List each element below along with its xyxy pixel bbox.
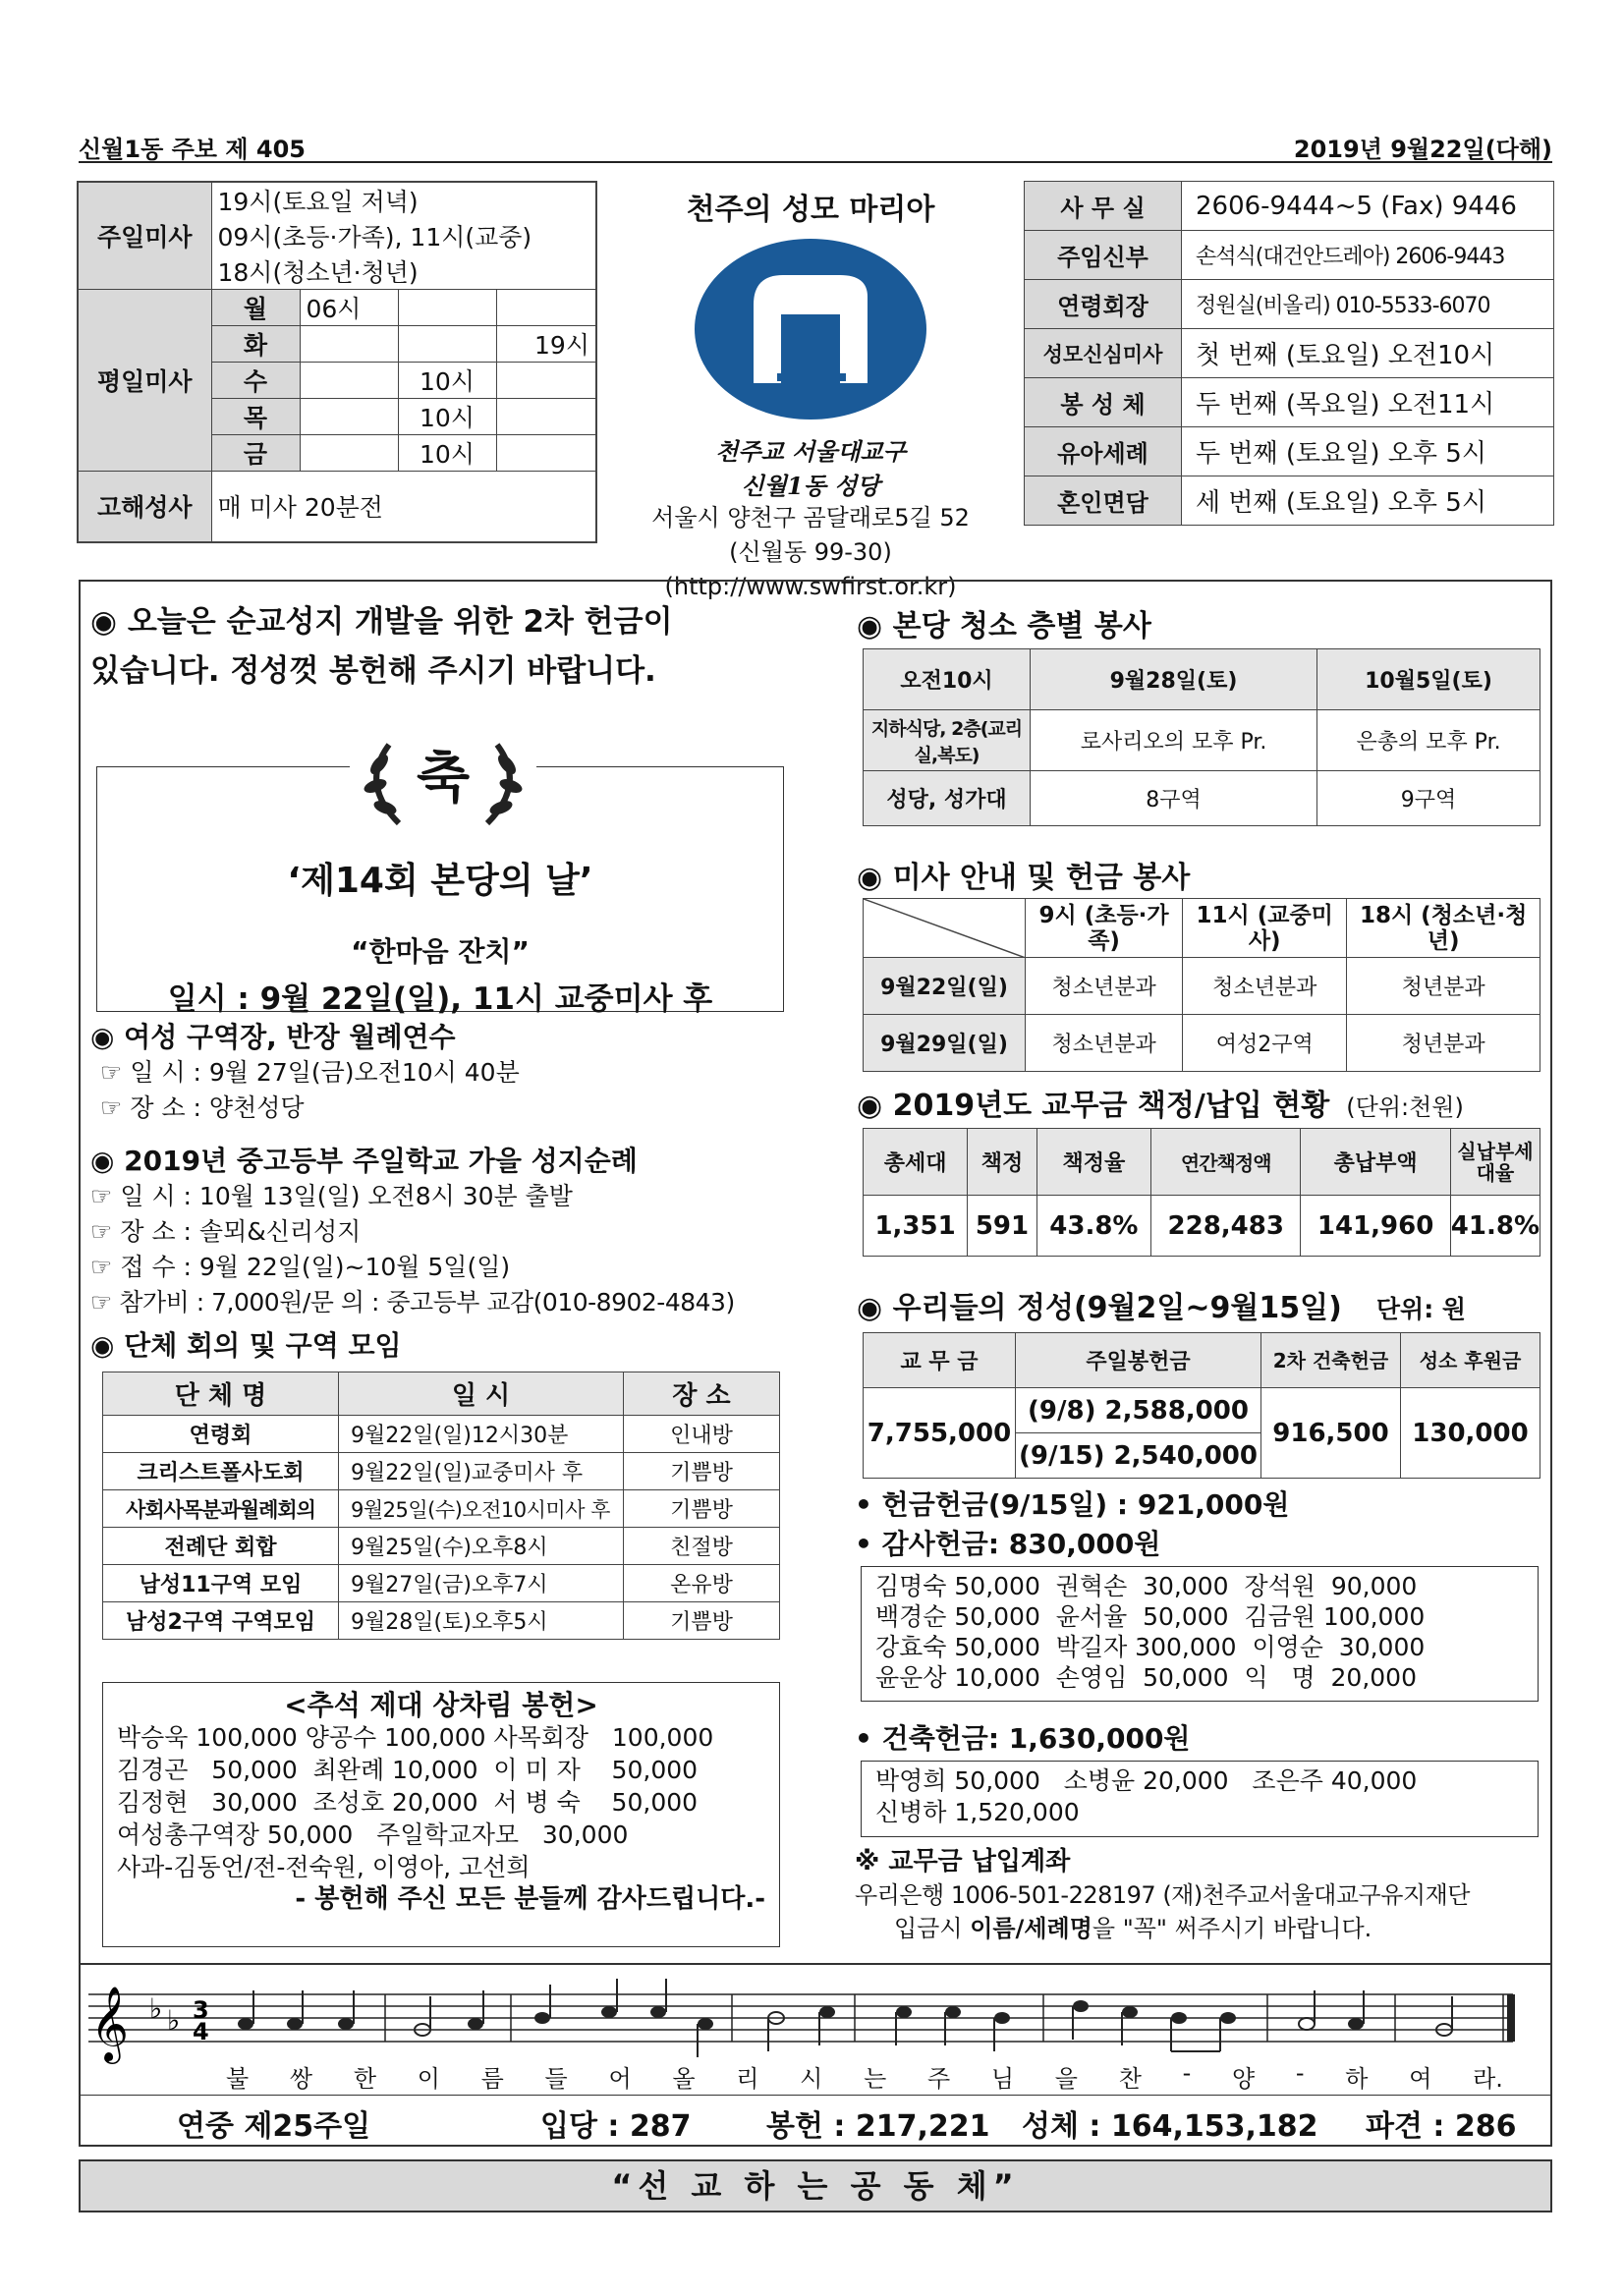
lyric: 을	[1054, 2065, 1078, 2093]
weekday-time	[300, 435, 398, 472]
offering-line: 강효숙 50,000 박길자 300,000 이영순 30,000	[875, 1633, 1426, 1661]
table-row	[103, 1528, 780, 1565]
lyric: 름	[480, 2065, 504, 2093]
confession-value: 매 미사 20분전	[211, 472, 596, 542]
offerings-table	[863, 1332, 1540, 1479]
pilgrimage-section	[90, 1140, 808, 1320]
svg-text:4: 4	[193, 2018, 209, 2045]
dues-title: ◉ 2019년도 교무금 책정/납입 현황	[857, 1089, 1330, 1123]
diagonal-line-icon	[864, 899, 1026, 958]
dues-unit: (단위:천원)	[1346, 1093, 1464, 1121]
treble-clef-icon: 𝄞	[90, 1986, 130, 2061]
weekday-time: 06시	[300, 290, 398, 326]
mass-guide-date: 9월29일(일)	[864, 1015, 1026, 1072]
info-line: ☞ 일 시 : 9월 27일(금)오전10시 40분	[100, 1058, 520, 1087]
lyric: 들	[544, 2065, 568, 2093]
chuseok-title: <추석 제대 상차림 봉헌>	[284, 1689, 598, 1721]
offerings-sunday-value: (9/15) 2,540,000	[1016, 1433, 1261, 1479]
office-value: 손석식(대건안드레아) 2606-9443	[1182, 231, 1554, 280]
office-label: 성모신심미사	[1025, 329, 1182, 378]
cleaning-table	[863, 648, 1540, 826]
offering-line: 김명숙 50,000 권혁손 30,000 장석원 90,000	[875, 1572, 1418, 1600]
parish-info	[609, 181, 1012, 604]
group-name: 크리스트폴사도회	[103, 1453, 339, 1490]
office-value: 두 번째 (토요일) 오후 5시	[1182, 427, 1554, 476]
mass-guide-table	[863, 898, 1540, 1072]
parish-address-old: (신월동 99-30)	[729, 538, 892, 566]
lyric: 시	[800, 2065, 823, 2093]
table-row	[864, 771, 1540, 826]
mass-schedule-table	[77, 181, 597, 543]
liturgical-week: 연중 제25주일	[177, 2109, 371, 2144]
group-place: 친절방	[624, 1528, 780, 1565]
group-place: 인내방	[624, 1416, 780, 1453]
women-training-section	[90, 1016, 808, 1126]
table-row	[864, 1196, 1540, 1257]
cleaning-area: 지하식당, 2층(교리실,복도)	[864, 710, 1031, 771]
account-note-bold: 이름/세례명	[970, 1915, 1092, 1942]
weekday-name: 목	[211, 399, 300, 435]
svg-text:♭: ♭	[167, 2004, 181, 2037]
notice-line: ◉ 오늘은 순교성지 개발을 위한 2차 헌금이	[90, 604, 673, 640]
cleaning-team: 로사리오의 모후 Pr.	[1031, 710, 1317, 771]
lyric: 양	[1231, 2065, 1256, 2093]
section-title: ◉ 2019년 중고등부 주일학교 가을 성지순례	[90, 1145, 638, 1177]
lyric: 올	[672, 2065, 696, 2093]
dues-value: 228,483	[1151, 1196, 1301, 1257]
mass-guide-date: 9월22일(일)	[864, 958, 1026, 1015]
offering-line: 박영희 50,000 소병윤 20,000 조은주 40,000	[875, 1766, 1418, 1795]
weekday-name: 화	[211, 326, 300, 363]
weekday-time: 10시	[398, 435, 496, 472]
account-number: 우리은행 1006-501-228197 (재)천주교서울대교구유지재단	[855, 1881, 1470, 1909]
office-value: 정원실(비올리) 010-5533-6070	[1182, 280, 1554, 329]
dues-header: 책정율	[1036, 1129, 1150, 1196]
cash-offering-line: • 헌금헌금(9/15일) : 921,000원	[855, 1488, 1290, 1521]
weekday-time: 10시	[398, 399, 496, 435]
diagonal-cell	[864, 899, 1026, 958]
table-row	[103, 1416, 780, 1453]
sunday-mass-line: 09시(초등·가족), 11시(교중)	[211, 218, 596, 253]
offerings-header: 주일봉헌금	[1016, 1333, 1261, 1388]
dues-value: 43.8%	[1036, 1196, 1150, 1257]
office-value: 세 번째 (토요일) 오후 5시	[1182, 476, 1554, 526]
entrance-hymn: 입당 : 287	[540, 2109, 692, 2144]
offering-line: 윤운상 10,000 손영임 50,000 익 명 20,000	[875, 1663, 1417, 1692]
group-time: 9월27일(금)오후7시	[339, 1565, 624, 1602]
office-contact-table	[1024, 181, 1554, 526]
lyric: 리	[736, 2065, 759, 2093]
lyric: 여	[1409, 2065, 1432, 2093]
mass-guide-header: 9시 (초등·가족)	[1026, 899, 1183, 958]
offerings-header: 2차 건축헌금	[1261, 1333, 1401, 1388]
section-title: ◉ 여성 구역장, 반장 월례연수	[90, 1021, 456, 1053]
bulletin-date: 2019년 9월22일(다해)	[1293, 136, 1552, 163]
offering-line: 백경순 50,000 윤서율 50,000 김금원 100,000	[875, 1602, 1426, 1631]
weekday-time	[496, 399, 596, 435]
lyric: -	[1182, 2059, 1192, 2087]
thanks-offering-box	[861, 1566, 1539, 1702]
info-line: ☞ 장 소 : 솔뫼&신리성지	[90, 1217, 362, 1246]
group-name: 남성11구역 모임	[103, 1565, 339, 1602]
cleaning-area: 성당, 성가대	[864, 771, 1031, 826]
office-label: 유아세례	[1025, 427, 1182, 476]
hymn-lyrics	[226, 2059, 1503, 2094]
lyric: 찬	[1118, 2065, 1142, 2093]
info-line: ☞ 장 소 : 양천성당	[100, 1093, 305, 1122]
weekday-time: 10시	[398, 363, 496, 399]
office-label: 봉 성 체	[1025, 378, 1182, 427]
mass-guide-header: 18시 (청소년·청년)	[1347, 899, 1540, 958]
parish-website[interactable]: (http://www.swfirst.or.kr)	[664, 573, 957, 600]
celebration-title: ‘제14회 본당의 날’	[287, 861, 593, 901]
svg-text:3: 3	[193, 1996, 209, 2024]
hymn-stats	[79, 2095, 1552, 2144]
offerings-title: ◉ 우리들의 정성(9월2일~9월15일)	[857, 1291, 1342, 1325]
account-title: ※ 교무금 납입계좌	[855, 1847, 1071, 1876]
chuseok-offering-box	[102, 1682, 780, 1947]
account-note-pre: 입금시	[894, 1915, 971, 1942]
chuseok-line: 여성총구역장 50,000 주일학교자모 30,000	[117, 1820, 629, 1849]
offertory-hymn: 봉헌 : 217,221	[766, 2109, 990, 2144]
table-row	[103, 1565, 780, 1602]
chuseok-line: 사과-김동언/전-전숙원, 이영아, 고선희	[117, 1853, 531, 1881]
lyric: 님	[990, 2065, 1015, 2093]
group-time: 9월25일(수)오후8시	[339, 1528, 624, 1565]
offerings-vocation-value: 130,000	[1401, 1388, 1540, 1479]
groups-section-title: ◉ 단체 회의 및 구역 모임	[90, 1329, 402, 1362]
group-name: 남성2구역 구역모임	[103, 1602, 339, 1640]
cleaning-section-title: ◉ 본당 청소 층별 봉사	[857, 609, 1151, 644]
weekday-name: 금	[211, 435, 300, 472]
dues-header: 책정	[968, 1129, 1037, 1196]
bulletin-issue: 신월1동 주보 제 405	[79, 136, 306, 163]
weekday-time	[496, 363, 596, 399]
group-place: 기쁨방	[624, 1490, 780, 1528]
lyric: -	[1295, 2059, 1305, 2087]
bulletin-header	[79, 128, 1552, 163]
table-row	[864, 710, 1540, 771]
weekday-time	[300, 363, 398, 399]
offerings-unit: 단위: 원	[1375, 1295, 1467, 1323]
table-row	[864, 1015, 1540, 1072]
communion-hymn: 성체 : 164,153,182	[1022, 2109, 1318, 2144]
dues-table	[863, 1128, 1540, 1257]
thanks-offering-title: • 감사헌금: 830,000원	[855, 1528, 1161, 1560]
chuseok-line: 박승욱 100,000 양공수 100,000 사목회장 100,000	[117, 1723, 714, 1752]
cleaning-team: 은총의 모후 Pr.	[1317, 710, 1540, 771]
lyric: 라.	[1473, 2065, 1503, 2093]
parish-patron: 천주의 성모 마리아	[686, 193, 935, 227]
weekday-time	[496, 435, 596, 472]
building-offering-box	[861, 1761, 1539, 1837]
cleaning-team: 9구역	[1317, 771, 1540, 826]
group-place: 온유방	[624, 1565, 780, 1602]
confession-label: 고해성사	[78, 472, 211, 542]
office-label: 주임신부	[1025, 231, 1182, 280]
group-time: 9월28일(토)오후5시	[339, 1602, 624, 1640]
second-collection-notice	[90, 597, 808, 696]
logo-caption-1: 천주교 서울대교구	[715, 437, 906, 466]
group-meetings-table	[102, 1372, 780, 1640]
table-row	[864, 1388, 1540, 1433]
weekday-mass-label: 평일미사	[78, 290, 211, 472]
chuseok-thanks: - 봉헌해 주신 모든 분들께 감사드립니다.-	[295, 1884, 765, 1914]
sunday-mass-label: 주일미사	[78, 182, 211, 290]
office-value: 첫 번째 (토요일) 오전10시	[1182, 329, 1554, 378]
weekday-time	[398, 326, 496, 363]
svg-text:♭: ♭	[149, 1992, 163, 2025]
offerings-sunday-value: (9/8) 2,588,000	[1016, 1388, 1261, 1433]
parish-logo-icon	[693, 236, 928, 422]
groups-header: 단 체 명	[103, 1372, 339, 1416]
mass-guide-team: 청소년분과	[1026, 958, 1183, 1015]
dues-header: 연간책정액	[1151, 1129, 1301, 1196]
notice-line: 있습니다. 정성껏 봉헌해 주시기 바랍니다.	[90, 653, 656, 689]
lyric: 주	[926, 2065, 951, 2093]
mass-guide-team: 청년분과	[1347, 1015, 1540, 1072]
dues-section-header	[857, 1081, 1544, 1124]
table-row	[864, 958, 1540, 1015]
offering-line: 신병하 1,520,000	[875, 1798, 1080, 1826]
group-place: 기쁨방	[624, 1453, 780, 1490]
mass-guide-team: 청년분과	[1347, 958, 1540, 1015]
account-info	[855, 1845, 1552, 1945]
celebration-badge: 축	[416, 747, 471, 811]
cleaning-team: 8구역	[1031, 771, 1317, 826]
sunday-mass-line: 18시(청소년·청년)	[211, 253, 596, 290]
mass-guide-team: 여성2구역	[1183, 1015, 1347, 1072]
office-label: 연령회장	[1025, 280, 1182, 329]
lyric: 이	[417, 2065, 440, 2093]
info-line: ☞ 참가비 : 7,000원/문 의 : 중고등부 교감(010-8902-4843)	[90, 1288, 735, 1316]
group-place: 기쁨방	[624, 1602, 780, 1640]
weekday-name: 월	[211, 290, 300, 326]
chuseok-line: 김경곤 50,000 최완례 10,000 이 미 자 50,000	[117, 1756, 699, 1784]
cleaning-header: 9월28일(토)	[1031, 649, 1317, 710]
laurel-badge	[350, 725, 536, 833]
lyric: 한	[353, 2065, 376, 2093]
parish-motto: “선 교 하 는 공 동 체”	[79, 2159, 1552, 2212]
logo-caption-2: 신월1동 성당	[741, 472, 880, 500]
office-value: 두 번째 (목요일) 오전11시	[1182, 378, 1554, 427]
group-name: 사회사목분과월례회의	[103, 1490, 339, 1528]
group-time: 9월22일(일)교중미사 후	[339, 1453, 624, 1490]
groups-header: 일 시	[339, 1372, 624, 1416]
parish-address: 서울시 양천구 곰달래로5길 52	[651, 504, 970, 532]
account-note-post: 을 "꼭" 써주시기 바랍니다.	[1092, 1915, 1372, 1942]
table-row	[103, 1490, 780, 1528]
groups-header: 장 소	[624, 1372, 780, 1416]
cleaning-header: 10월5일(토)	[1317, 649, 1540, 710]
group-name: 전례단 회합	[103, 1528, 339, 1565]
info-line: ☞ 접 수 : 9월 22일(일)~10월 5일(일)	[90, 1253, 511, 1281]
group-time: 9월25일(수)오전10시미사 후	[339, 1490, 624, 1528]
offerings-building-value: 916,500	[1261, 1388, 1401, 1479]
office-value: 2606-9444~5 (Fax) 9446	[1182, 182, 1554, 231]
dues-value: 591	[968, 1196, 1037, 1257]
celebration-subtitle: “한마음 잔치”	[351, 935, 530, 968]
celebration-date: 일시 : 9월 22일(일), 11시 교중미사 후	[167, 981, 713, 1017]
dues-value: 141,960	[1301, 1196, 1450, 1257]
offerings-section-header	[857, 1283, 1544, 1326]
dismissal-hymn: 파견 : 286	[1366, 2109, 1517, 2144]
lyric: 쌍	[289, 2065, 313, 2093]
dues-header: 총세대	[864, 1129, 968, 1196]
dues-header: 총납부액	[1301, 1129, 1450, 1196]
mass-guide-team: 청소년분과	[1183, 958, 1347, 1015]
cleaning-header: 오전10시	[864, 649, 1031, 710]
office-label: 혼인면담	[1025, 476, 1182, 526]
mass-guide-title: ◉ 미사 안내 및 헌금 봉사	[857, 861, 1191, 895]
weekday-time	[300, 326, 398, 363]
dues-value: 41.8%	[1450, 1196, 1540, 1257]
table-row	[103, 1453, 780, 1490]
group-name: 연령회	[103, 1416, 339, 1453]
mass-guide-header: 11시 (교중미사)	[1183, 899, 1347, 958]
offerings-dues-value: 7,755,000	[864, 1388, 1016, 1479]
building-offering-title: • 건축헌금: 1,630,000원	[855, 1722, 1191, 1755]
group-time: 9월22일(일)12시30분	[339, 1416, 624, 1453]
offerings-header: 성소 후원금	[1401, 1333, 1540, 1388]
dues-header: 실납부세대율	[1450, 1129, 1540, 1196]
chuseok-line: 김정현 30,000 조성호 20,000 서 병 숙 50,000	[117, 1788, 699, 1817]
lyric: 는	[864, 2065, 887, 2093]
table-row	[103, 1602, 780, 1640]
offerings-header: 교 무 금	[864, 1333, 1016, 1388]
weekday-time: 19시	[496, 326, 596, 363]
account-note	[855, 1912, 1552, 1945]
lyric: 하	[1345, 2065, 1369, 2093]
weekday-time	[300, 399, 398, 435]
lyric: 불	[226, 2065, 250, 2093]
lyric: 어	[608, 2065, 632, 2093]
weekday-name: 수	[211, 363, 300, 399]
dues-value: 1,351	[864, 1196, 968, 1257]
office-label: 사 무 실	[1025, 182, 1182, 231]
mass-guide-team: 청소년분과	[1026, 1015, 1183, 1072]
sunday-mass-line: 19시(토요일 저녁)	[211, 182, 596, 218]
info-line: ☞ 일 시 : 10월 13일(일) 오전8시 30분 출발	[90, 1182, 573, 1210]
weekday-time	[496, 290, 596, 326]
celebration-text	[96, 853, 784, 1018]
weekday-time	[398, 290, 496, 326]
